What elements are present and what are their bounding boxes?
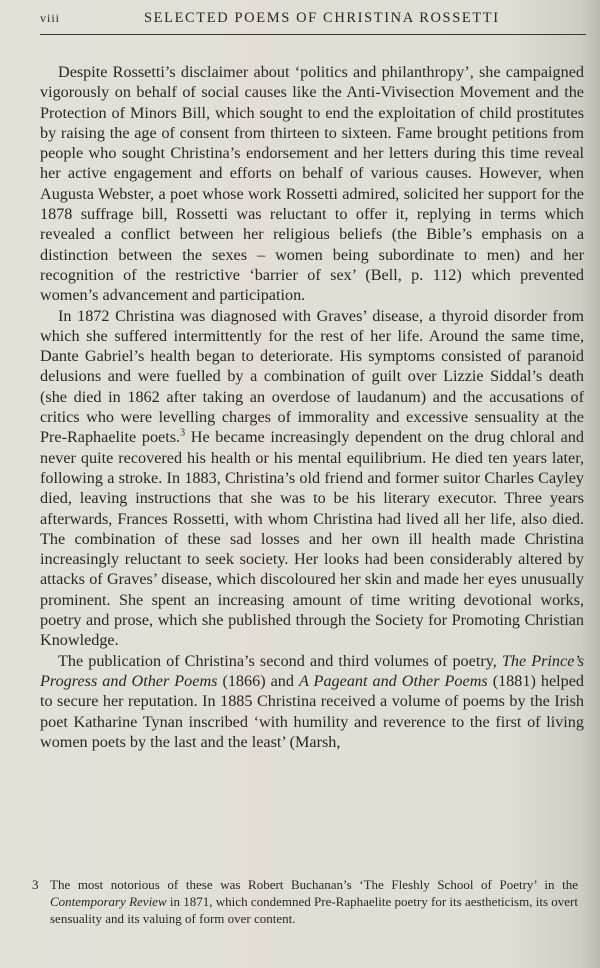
book-title-princes-progress: The Prince’s Progress and Other Poems xyxy=(40,651,584,690)
footnote-reference[interactable]: 3 xyxy=(180,427,186,439)
page-header xyxy=(40,10,586,35)
footnote-text-part-2: in 1871, which condemned Pre-Raphaelite poetry for its aestheticism, its overt sensuality and its valuing of form over content. xyxy=(50,894,578,926)
journal-title: Contemporary Review xyxy=(50,894,167,909)
paragraph-1: Despite Rossetti’s disclaimer about ‘politics and philanthropy’, she campaigned vigorously on behalf of social causes like the Anti-Vivisection Movement and the Protection of Minors Bill, which sought to end the exploitation of child prostitutes by raising the age of consent from thirteen to sixteen. Fame brought petitions from people who sought Christina’s endorsement and her letters during this time reveal her active engagement and efforts on behalf of various causes. However, when Augusta Webster, a poet whose work Rossetti admired, solicited her support for the 1878 suffrage bill, Rossetti was reluctant to offer it, replying in terms which revealed a conflict between her religious beliefs (the Bible’s emphasis on a distinction between the sexes – women being subordinate to men) and her recognition of the restrictive ‘barrier of sex’ (Bell, p. 112) which prevented women’s advancement and participation. xyxy=(40,63,584,305)
paragraph-2 xyxy=(40,306,584,651)
footnote xyxy=(32,876,578,927)
paragraph-2-part-1: In 1872 Christina was diagnosed with Graves’ disease, a thyroid disorder from which she suffered intermittently for the rest of her life. Around the same time, Dante Gabriel’s health began to deteriorate. His symptoms consisted of paranoid delusions and were fuelled by a combination of guilt over Lizzie Siddal’s death (she died in 1862 after taking an overdose of laudanum) and the accusations of critics who were levelling charges of immorality and excessive sensuality at the Pre-Raphaelite poets. xyxy=(40,306,584,447)
page-number: viii xyxy=(40,11,61,25)
footnote-number: 3 xyxy=(32,877,39,892)
book-title-pageant: A Pageant and Other Poems xyxy=(298,671,488,690)
running-head: SELECTED POEMS OF CHRISTINA ROSSETTI xyxy=(144,10,500,26)
footnote-text xyxy=(40,876,578,927)
paragraph-3 xyxy=(40,651,584,752)
paragraph-3-part-1: The publication of Christina’s second and third volumes of poetry, xyxy=(58,651,502,670)
paragraph-3-part-3: (1881) helped to secure her reputation. In 1885 Christina received a volume of poems by the Irish poet Katharine Tynan inscribed ‘with humility and reverence to the first of living women poets by the last and the least’ (Marsh, xyxy=(40,671,584,751)
body-text xyxy=(40,62,584,752)
paragraph-3-part-2: (1866) and xyxy=(217,671,299,690)
paragraph-2-part-2: He became increasingly dependent on the drug chloral and never quite recovered his health or his mental equilibrium. He died ten years later, following a stroke. In 1883, Christina’s old friend and former suitor Charles Cayley died, leaving instructions that she was to be his literary executor. Three years afterwards, Frances Rossetti, with whom Christina had lived all her life, also died. The combination of these sad losses and her own ill health made Christina increasingly reluctant to seek society. Her looks had been considerably altered by attacks of Graves’ disease, which discoloured her skin and made her eyes unusually prominent. She spent an increasing amount of time writing devotional works, poetry and prose, which she published through the Society for Promoting Christian Knowledge. xyxy=(40,428,584,650)
footnote-text-part-1: The most notorious of these was Robert Buchanan’s ‘The Fleshly School of Poetry’ in the xyxy=(50,877,578,892)
